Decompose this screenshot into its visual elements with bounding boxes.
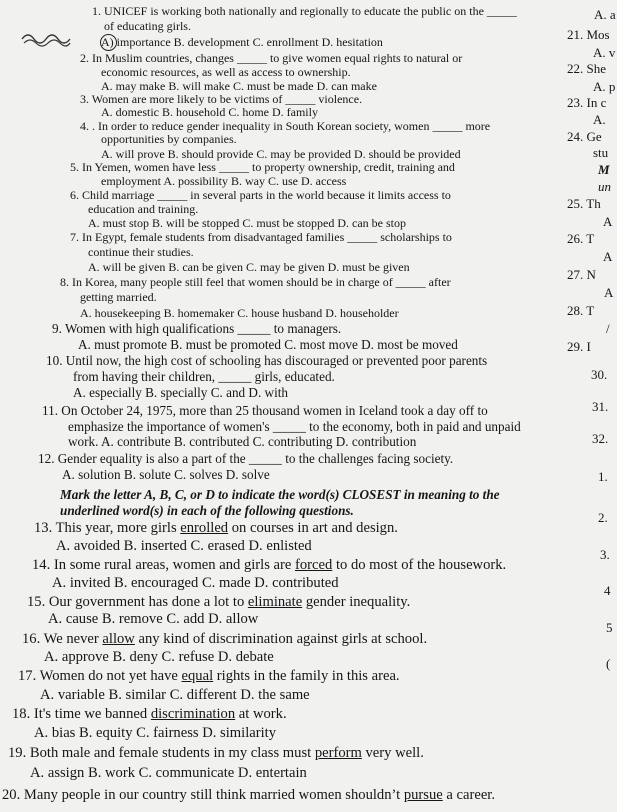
q10-options: A. especially B. specially C. and D. with — [73, 385, 288, 400]
q3-line1: 3. Women are more likely to be victims of _____ violence. — [80, 92, 363, 106]
q19-pre: 19. Both male and female students in my class must — [8, 745, 315, 761]
q15-options: A. cause B. remove C. add D. allow — [48, 611, 259, 627]
q9-line1: 9. Women with high qualifications _____ to managers. — [52, 321, 342, 336]
q6-line2: education and training. — [88, 202, 199, 216]
right-col-text: A. a — [594, 7, 616, 22]
q11-line1: 11. On October 24, 1975, more than 25 thousand women in Iceland took a day off to — [42, 403, 488, 418]
right-col-text: 3. — [600, 547, 610, 562]
right-col-text: 29. I — [567, 339, 591, 354]
q19-underlined-word: perform — [314, 745, 362, 761]
right-col-text: / — [606, 321, 610, 336]
q7-line2: continue their studies. — [88, 245, 194, 259]
q20-pre: 20. Many people in our country still think married women shouldn’t — [2, 787, 404, 803]
q15-underlined-word: eliminate — [247, 594, 303, 610]
q4-line2: opportunities by companies. — [101, 132, 237, 146]
q13-stem — [34, 521, 398, 536]
q17-underlined-word: equal — [181, 668, 214, 684]
q8-line1: 8. In Korea, many people still feel that women should be in charge of _____ after — [60, 275, 451, 289]
q14-pre: 14. In some rural areas, women and girls are — [32, 557, 296, 573]
q4-line1: 4. . In order to reduce gender inequality in South Korean society, women _____ more — [80, 119, 491, 133]
right-col-text: ( — [606, 656, 611, 671]
right-col-text: 4 — [604, 583, 611, 598]
q14-underlined-word: forced — [295, 557, 333, 573]
q6-line1: 6. Child marriage _____ in several parts in the world because it limits access to — [70, 188, 451, 202]
q15-pre: 15. Our government has done a lot to — [27, 594, 248, 610]
q16-underlined-word: allow — [102, 631, 135, 647]
q5-line1: 5. In Yemen, women have less _____ to property ownership, credit, training and — [70, 160, 455, 174]
scribble-mark — [20, 30, 76, 48]
q13-underlined-word: enrolled — [180, 520, 229, 536]
right-col-text: 31. — [592, 399, 609, 414]
right-col-text: 25. Th — [567, 196, 601, 211]
right-col-text: 30. — [591, 367, 608, 382]
right-col-text: 26. T — [567, 231, 595, 246]
q17-options: A. variable B. similar C. different D. the same — [40, 687, 310, 703]
q7-options: A. will be given B. can be given C. may be given D. must be given — [88, 260, 410, 274]
q16-pre: 16. We never — [22, 631, 103, 647]
q16-post: any kind of discrimination against girls at school. — [134, 631, 428, 647]
q9-options: A. must promote B. must be promoted C. most move D. most be moved — [78, 337, 458, 352]
q1-line1: 1. UNICEF is working both nationally and regionally to educate the public on the _____ — [92, 4, 517, 18]
section-instruction-line2: underlined word(s) in each of the following questions. — [60, 503, 354, 518]
q5-line2: employment A. possibility B. way C. use D. access — [101, 174, 347, 188]
q10-line1: 10. Until now, the high cost of schooling has discouraged or prevented poor parents — [46, 353, 488, 368]
q16-stem — [22, 632, 427, 647]
q2-options: A. may make B. will make C. must be made D. can make — [101, 79, 377, 93]
q18-pre: 18. It's time we banned — [12, 706, 151, 722]
right-col-text: 1. — [598, 469, 608, 484]
right-col-text: 23. In c — [567, 95, 607, 110]
right-col-text: A — [604, 285, 614, 300]
right-col-text: A — [603, 214, 613, 229]
right-col-text: A. v — [593, 45, 616, 60]
q3-options: A. domestic B. household C. home D. family — [101, 105, 318, 119]
q8-line2: getting married. — [80, 290, 157, 304]
right-col-text: stu — [593, 145, 609, 160]
q1-options: A) importance B. development C. enrollment D. hesitation — [101, 35, 383, 49]
right-col-text: M — [598, 162, 610, 177]
right-col-text: 2. — [598, 510, 608, 525]
q14-stem — [32, 558, 506, 573]
q17-stem — [18, 669, 400, 684]
right-col-text: 5 — [606, 620, 613, 635]
q16-options: A. approve B. deny C. refuse D. debate — [44, 649, 274, 665]
q1-line2: of educating girls. — [104, 19, 191, 33]
q15-post: gender inequality. — [302, 594, 411, 610]
right-col-text: 22. She — [567, 61, 606, 76]
q12-options: A. solution B. solute C. solves D. solve — [62, 467, 270, 482]
q19-options: A. assign B. work C. communicate D. entertain — [30, 765, 307, 781]
q15-stem — [27, 595, 410, 610]
q18-stem — [12, 707, 287, 722]
q14-options: A. invited B. encouraged C. made D. contributed — [52, 575, 339, 591]
q18-options: A. bias B. equity C. fairness D. similarity — [34, 725, 276, 741]
q17-pre: 17. Women do not yet have — [18, 668, 182, 684]
right-col-text: A. p — [593, 79, 616, 94]
q11-line2: emphasize the importance of women's _____ to the economy, both in paid and unpaid — [68, 419, 521, 434]
q18-post: at work. — [235, 706, 287, 722]
section-instruction-line1: Mark the letter A, B, C, or D to indicate the word(s) CLOSEST in meaning to the — [60, 487, 500, 502]
q6-options: A. must stop B. will be stopped C. must be stopped D. can be stop — [88, 216, 406, 230]
right-col-text: 32. — [592, 431, 609, 446]
q2-line1: 2. In Muslim countries, changes _____ to give women equal rights to natural or — [80, 51, 463, 65]
right-col-text: A — [603, 249, 613, 264]
q4-options: A. will prove B. should provide C. may be provided D. should be provided — [101, 147, 461, 161]
q13-post: on courses in art and design. — [228, 520, 398, 536]
q20-underlined-word: pursue — [403, 787, 443, 803]
q8-options: A. housekeeping B. homemaker C. house husband D. householder — [80, 306, 399, 320]
q12-line1: 12. Gender equality is also a part of the _____ to the challenges facing society. — [38, 451, 454, 466]
q20-stem — [2, 788, 495, 803]
q10-line2: from having their children, _____ girls, educated. — [73, 369, 335, 384]
right-col-text: A. — [593, 112, 606, 127]
right-col-text: un — [598, 179, 611, 194]
q11-line3: work. A. contribute B. contributed C. contributing D. contribution — [68, 434, 417, 449]
right-col-text: 27. N — [567, 267, 596, 282]
q13-pre: 13. This year, more girls — [34, 520, 181, 536]
right-col-text: 28. T — [567, 303, 595, 318]
q20-post: a career. — [442, 787, 495, 803]
right-col-text: 24. Ge — [567, 129, 602, 144]
q7-line1: 7. In Egypt, female students from disadvantaged families _____ scholarships to — [70, 230, 452, 244]
q19-post: very well. — [361, 745, 424, 761]
q18-underlined-word: discrimination — [150, 706, 236, 722]
right-col-text: 21. Mos — [567, 27, 610, 42]
q13-options: A. avoided B. inserted C. erased D. enlisted — [56, 538, 312, 554]
q2-line2: economic resources, as well as access to ownership. — [101, 65, 351, 79]
q19-stem — [8, 746, 424, 761]
q17-post: rights in the family in this area. — [213, 668, 400, 684]
q14-post: to do most of the housework. — [332, 557, 507, 573]
